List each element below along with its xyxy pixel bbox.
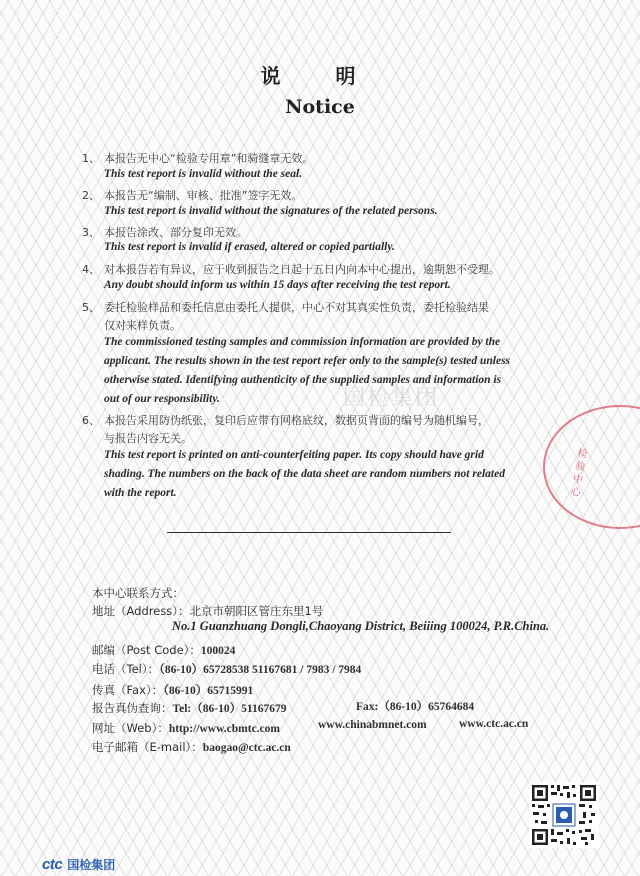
web-row [92,720,280,736]
notice-number: 4、 [82,263,100,276]
notice-text-cn: 本报告涂改、部分复印无效。 [104,226,247,239]
fax-value: （86-10）65715991 [163,685,254,697]
verify-label: 报告真伪查询： [92,701,173,715]
notice-text-cn: 本报告采用防伪纸张，复印后应带有网格底纹，数据页背面的编号为随机编号， [104,414,489,427]
email-label: 电子邮箱（E-mail）： [92,740,203,754]
tel-row [92,661,361,677]
verify-fax: Fax:（86-10）65764684 [356,701,475,713]
ctc-logo-mark: ctc [42,856,63,873]
verify-tel: Tel:（86-10）51167679 [172,703,287,715]
tel-value: （86-10）65728538 51167681 / 7983 / 7984 [159,664,362,676]
notice-text-en: Any doubt should inform us within 15 days after receiving the test report. [104,279,451,291]
notice-text-en: This test report is invalid without the seal. [104,168,303,180]
notice-text-cn: 对本报告若有异议，应于收到报告之日起十五日内向本中心提出，逾期恕不受理。 [104,263,500,276]
postcode-row [92,642,235,658]
notice-text-cn: 本报告无“编制、审核、批准”签字无效。 [104,189,303,202]
web-link-cbmtc[interactable]: http://www.cbmtc.com [168,723,280,735]
notice-text-cn: 仅对来样负责。 [104,319,181,332]
web-label: 网址（Web）： [92,721,169,735]
address-en: No.1 Guanzhuang Dongli,Chaoyang District, Beiiing 100024, P.R.China. [172,619,550,633]
contact-heading: 本中心联系方式： [92,586,184,600]
ctc-logo-name: 国检集团 [67,858,116,872]
notice-number: 2、 [82,189,100,202]
notice-text-en: applicant. The results shown in the test report refer only to the sample(s) tested unless [104,355,511,367]
notice-text-en: with the report. [104,487,177,499]
address-row [92,603,323,619]
postcode-value: 100024 [200,645,236,657]
notice-text-en: This test report is invalid if erased, altered or copied partially. [104,241,395,253]
watermark-text: 国检集团 [343,386,440,411]
title-english: Notice [285,96,355,118]
web-link-ctc[interactable]: www.ctc.ac.cn [459,718,529,730]
notice-number: 3、 [82,226,100,239]
qr-code [529,782,599,848]
notice-number: 5、 [82,301,100,314]
title-chinese: 说 明 [260,64,380,88]
address-label: 地址（Address）： [92,604,190,618]
verify-row [92,700,286,716]
notice-text-cn: 本报告无中心“检验专用章”和骑缝章无效。 [104,152,314,165]
notice-text-en: This test report is printed on anti-counterfeiting paper. Its copy should have grid [104,449,484,461]
tel-label: 电话（Tel）： [92,662,160,676]
notice-text-en: otherwise stated. Identifying authenticity of the supplied samples and information is [104,374,502,386]
postcode-label: 邮编（Post Code）： [92,643,201,657]
web-link-chinabmnet[interactable]: www.chinabmnet.com [318,719,427,731]
notice-text-cn: 委托检验样品和委托信息由委托人提供，中心不对其真实性负责，委托检验结果 [104,301,489,314]
notice-number: 1、 [82,152,100,165]
fax-row [92,682,253,698]
section-divider [167,532,451,533]
footer-logo [42,856,115,873]
notice-text-en: This test report is invalid without the signatures of the related persons. [104,205,438,217]
fax-label: 传真（Fax）： [92,683,164,697]
email-link[interactable]: baogao@ctc.ac.cn [202,742,291,754]
notice-text-en: out of our responsibility. [104,393,220,405]
notice-text-cn: 与报告内容无关。 [104,432,192,445]
notice-text-en: shading. The numbers on the back of the data sheet are random numbers not related [104,468,505,480]
notice-text-en: The commissioned testing samples and commission information are provided by the [104,336,501,348]
seal-stamp [543,405,640,529]
email-row [92,739,291,755]
notice-number: 6、 [82,414,100,427]
address-cn: 北京市朝阳区管庄东里1号 [189,604,324,618]
seal-stamp-text: 检验中心 [569,447,589,499]
